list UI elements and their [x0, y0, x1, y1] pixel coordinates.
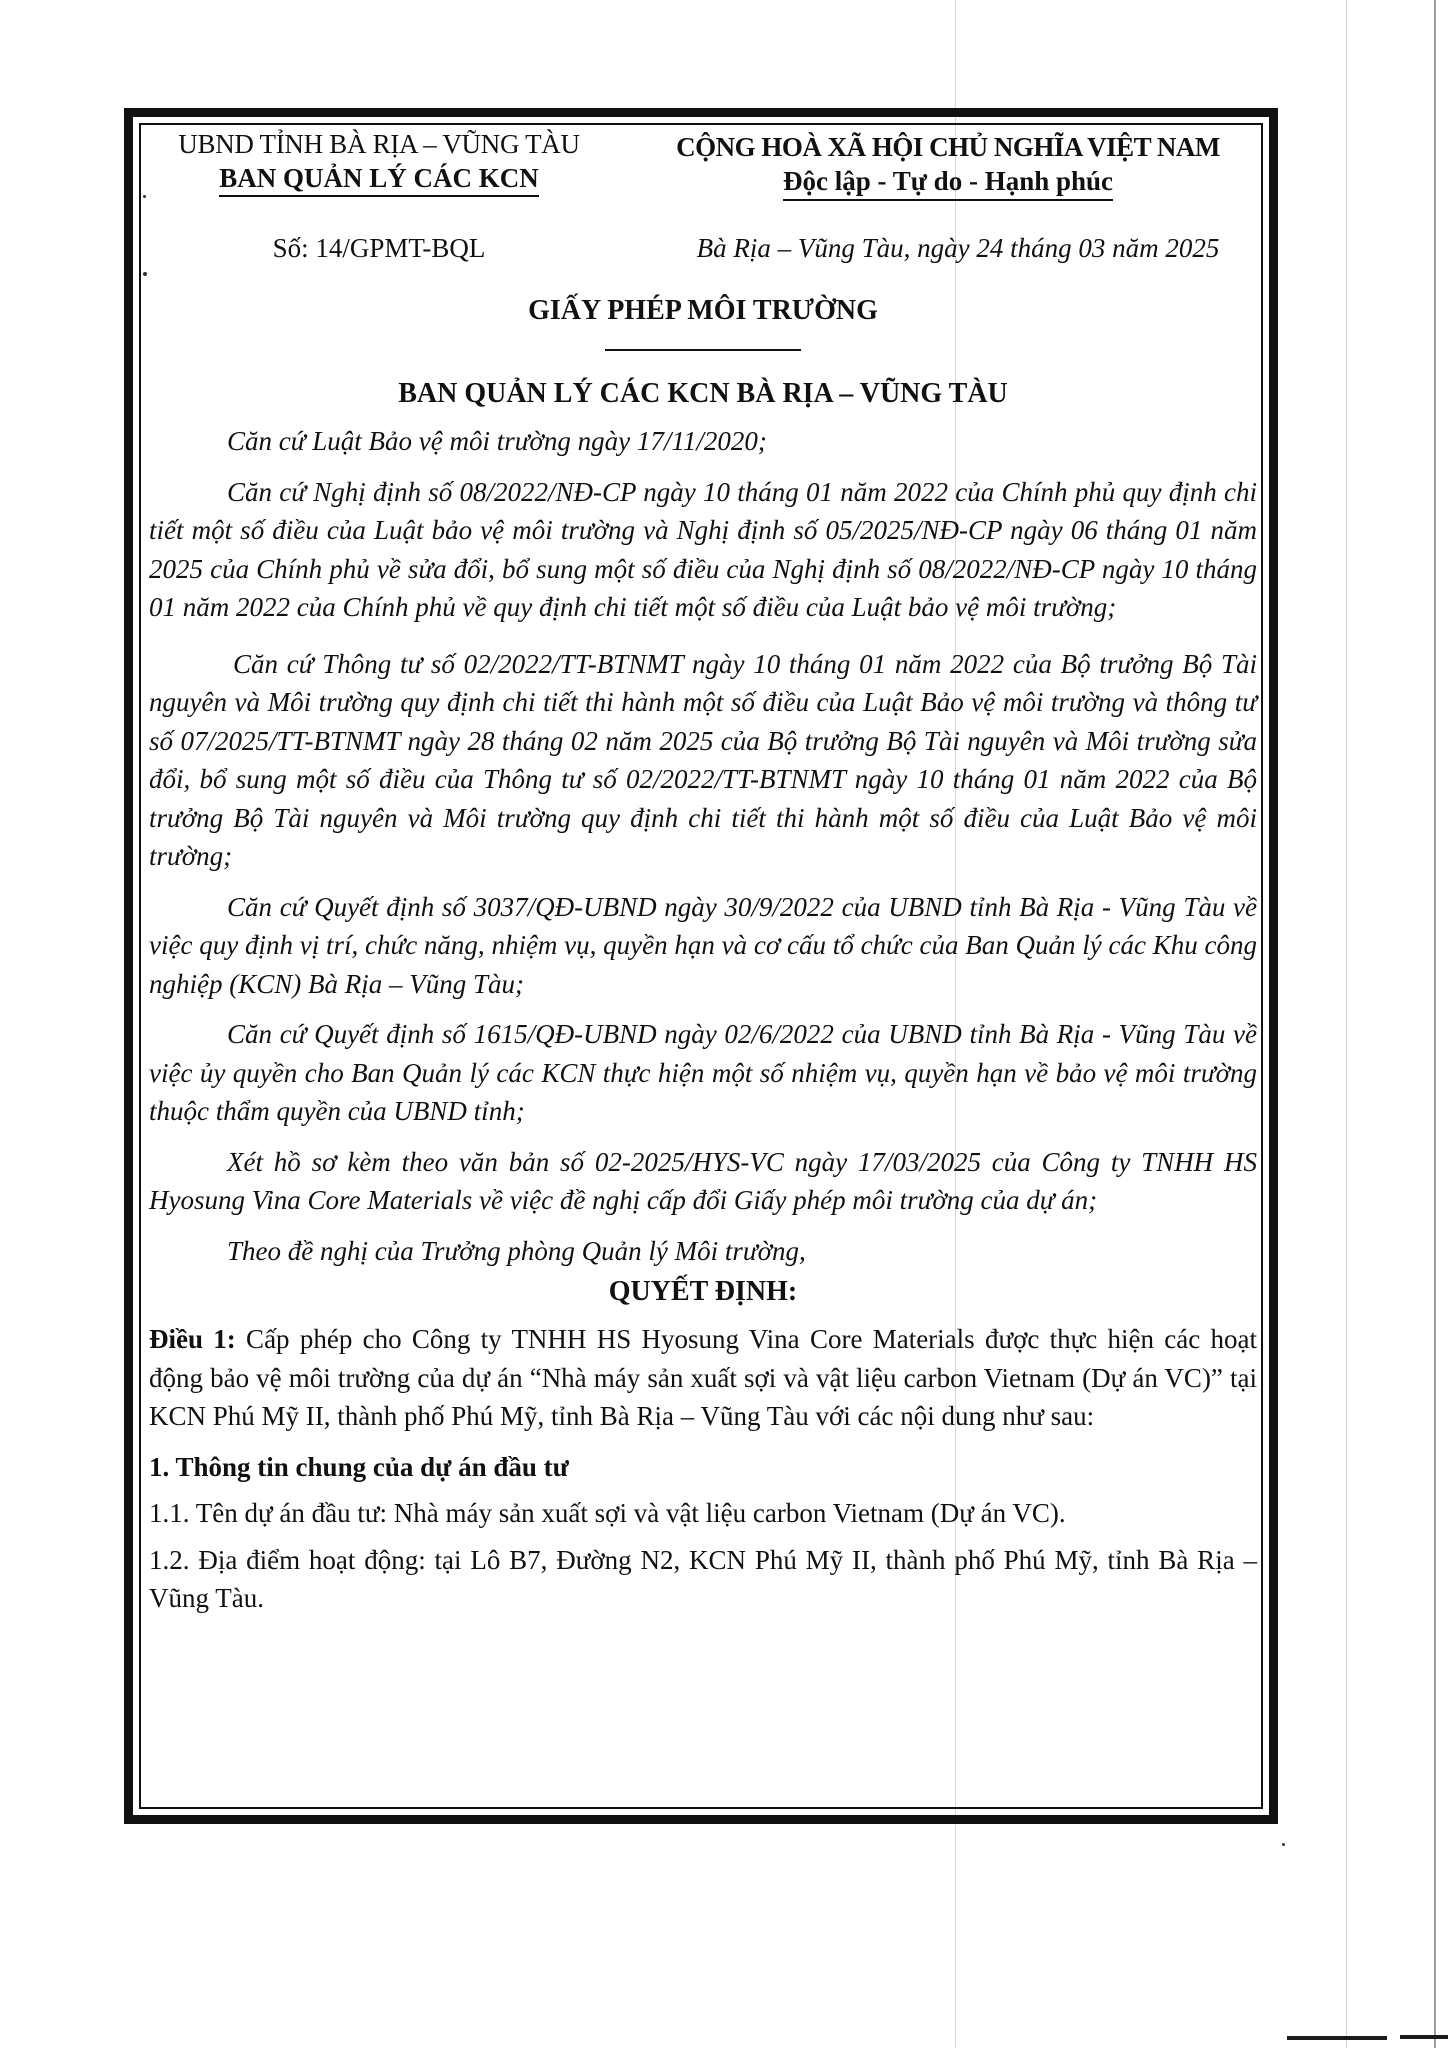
scan-artifact-line — [1346, 0, 1347, 2048]
preamble-paragraph: Xét hồ sơ kèm theo văn bản số 02-2025/HYS-VC ngày 17/03/2025 của Công ty TNHH HS Hyosung Vina Core Materials về việc đề nghị cấp đổi Giấy phép môi trường của dự án; — [149, 1146, 1257, 1215]
preamble-paragraph: Căn cứ Thông tư số 02/2022/TT-BTNMT ngày 10 tháng 01 năm 2022 của Bộ trưởng Bộ Tài nguyên và Môi trường quy định chi tiết thi hành một số điều của Luật Bảo vệ môi trường và thông tư số 07/2025/TT-BTNMT ngày 28 tháng 02 năm 2025 của Bộ trưởng Bộ Tài nguyên và Môi trường sửa đổi, bổ sung một số điều của Thông tư số 02/2022/TT-BTNMT ngày 10 tháng 01 năm 2022 của Bộ trưởng Bộ Tài nguyên và Môi trường quy định chi tiết thi hành một số điều của Luật Bảo vệ môi trường; — [149, 648, 1257, 871]
article-1-label: Điều 1: — [149, 1324, 236, 1354]
preamble-paragraph: Theo đề nghị của Trưởng phòng Quản lý Môi trường, — [227, 1235, 806, 1266]
national-block — [639, 130, 1257, 201]
title-divider — [605, 349, 801, 351]
issuing-authority: BAN QUẢN LÝ CÁC KCN BÀ RỊA – VŨNG TÀU — [398, 378, 1008, 409]
place-and-date: Bà Rịa – Vũng Tàu, ngày 24 tháng 03 năm 2025 — [696, 233, 1220, 263]
section-1-item: 1.1. Tên dự án đầu tư: Nhà máy sản xuất sợi và vật liệu carbon Vietnam (Dự án VC). — [149, 1498, 1066, 1528]
scan-artifact-line — [1434, 0, 1436, 2048]
agency-name-text: BAN QUẢN LÝ CÁC KCN — [219, 161, 539, 197]
agency-block — [149, 127, 609, 197]
national-motto: Độc lập - Tự do - Hạnh phúc — [783, 164, 1113, 201]
preamble-paragraph: Căn cứ Quyết định số 3037/QĐ-UBND ngày 30/9/2022 của UBND tỉnh Bà Rịa - Vũng Tàu về việc quy định vị trí, chức năng, nhiệm vụ, quyền hạn và cơ cấu tổ chức của Ban Quản lý các Khu công nghiệp (KCN) Bà Rịa – Vũng Tàu; — [149, 891, 1257, 999]
article-1 — [149, 1320, 1257, 1436]
document-header — [149, 125, 1257, 295]
document-content — [149, 125, 1257, 1618]
preamble-paragraph: Căn cứ Nghị định số 08/2022/NĐ-CP ngày 10 tháng 01 năm 2022 của Chính phủ quy định chi tiết một số điều của Luật bảo vệ môi trường và Nghị định số 05/2025/NĐ-CP ngày 06 tháng 01 năm 2025 của Chính phủ về sửa đổi, bổ sung một số điều của Nghị định số 08/2022/NĐ-CP ngày 10 tháng 01 năm 2022 của Chính phủ về quy định chi tiết một số điều của Luật bảo vệ môi trường; — [149, 476, 1257, 622]
section-1-heading: 1. Thông tin chung của dự án đầu tư — [149, 1451, 569, 1482]
decision-heading: QUYẾT ĐỊNH: — [608, 1276, 798, 1307]
national-title: CỘNG HOÀ XÃ HỘI CHỦ NGHĨA VIỆT NAM — [676, 132, 1220, 162]
document-title: GIẤY PHÉP MÔI TRƯỜNG — [528, 295, 878, 326]
preamble-paragraph: Căn cứ Luật Bảo vệ môi trường ngày 17/11/2020; — [227, 426, 767, 456]
document-number: Số: 14/GPMT-BQL — [272, 233, 486, 263]
scan-artifact-bar — [1400, 2035, 1448, 2039]
preamble-paragraph: Căn cứ Quyết định số 1615/QĐ-UBND ngày 02/6/2022 của UBND tỉnh Bà Rịa - Vũng Tàu về việc ủy quyền cho Ban Quản lý các KCN thực hiện một số nhiệm vụ, quyền hạn về bảo vệ môi trường thuộc thẩm quyền của UBND tỉnh; — [149, 1019, 1257, 1126]
agency-name — [149, 161, 609, 197]
article-1-text: Cấp phép cho Công ty TNHH HS Hyosung Vina Core Materials được thực hiện các hoạt động bảo vệ môi trường của dự án “Nhà máy sản xuất sợi và vật liệu carbon Vietnam (Dự án VC)” tại KCN Phú Mỹ II, thành phố Phú Mỹ, tỉnh Bà Rịa – Vũng Tàu với các nội dung như sau: — [149, 1324, 1258, 1431]
agency-parent: UBND TỈNH BÀ RỊA – VŨNG TÀU — [178, 129, 580, 159]
scan-speck — [1282, 1843, 1285, 1846]
section-1-item: 1.2. Địa điểm hoạt động: tại Lô B7, Đường N2, KCN Phú Mỹ II, thành phố Phú Mỹ, tỉnh Bà Rịa – Vũng Tàu. — [149, 1544, 1257, 1613]
scan-artifact-bar — [1287, 2036, 1387, 2040]
